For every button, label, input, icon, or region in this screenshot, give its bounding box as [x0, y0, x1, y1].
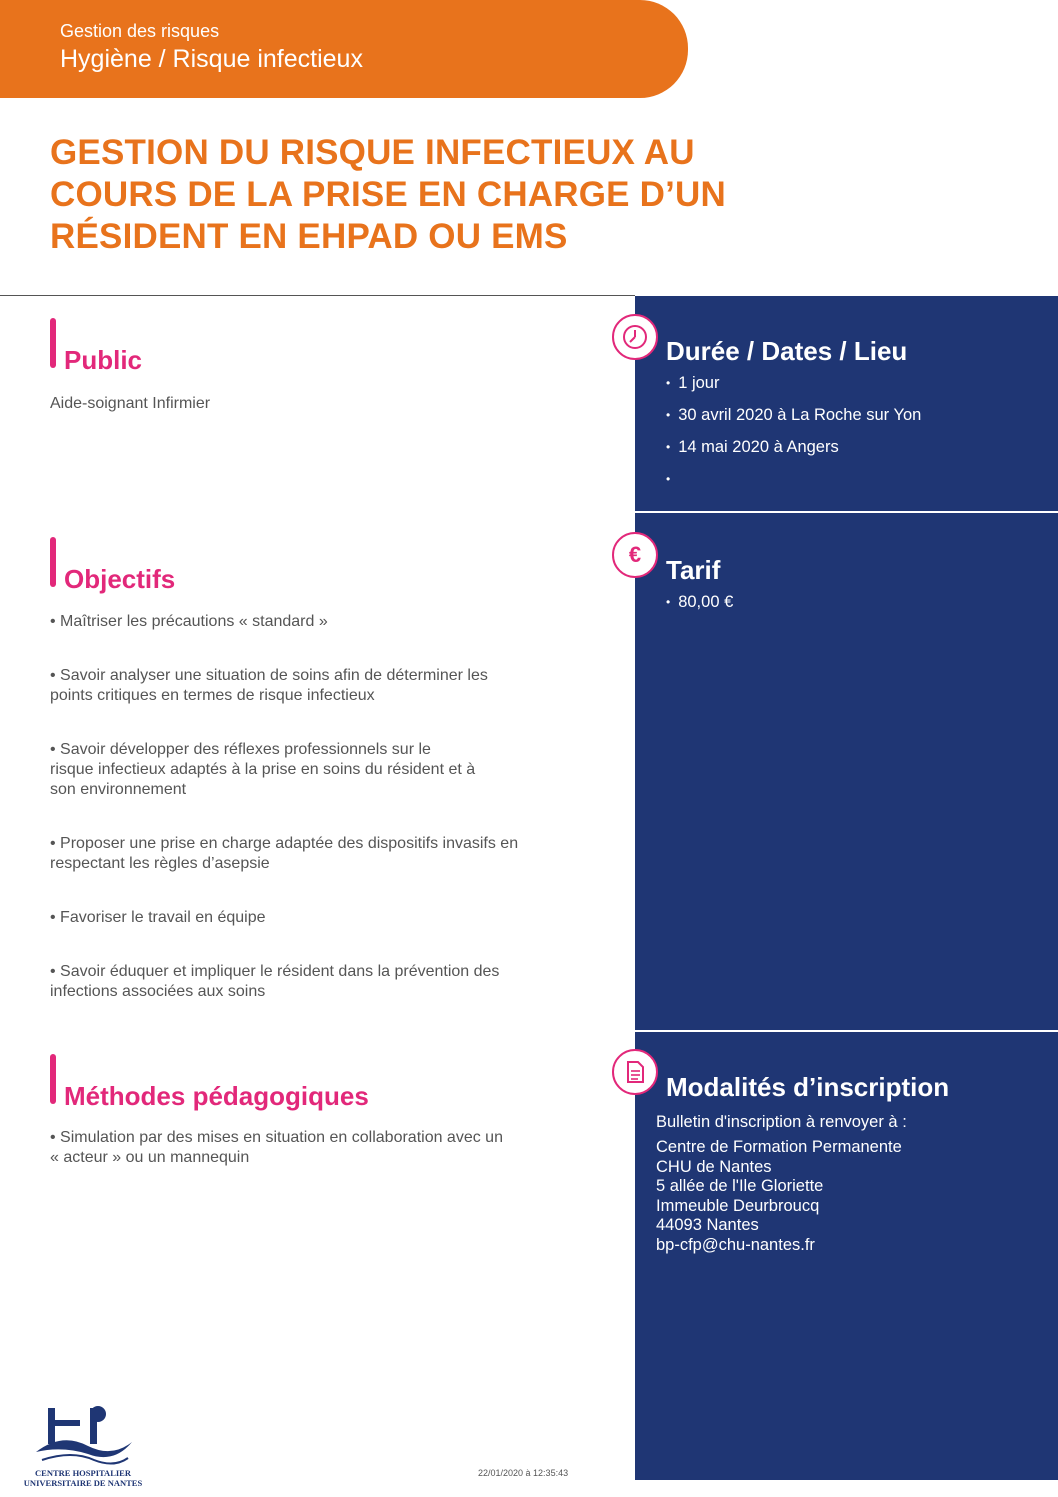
- svg-text:€: €: [628, 542, 642, 567]
- header-category: Gestion des risques: [60, 21, 220, 41]
- methodes-title: Méthodes pédagogiques: [64, 1081, 369, 1111]
- euro-icon: [612, 532, 658, 578]
- logo-text: [18, 1468, 148, 1488]
- modalites-title: Modalités d’inscription: [666, 1072, 950, 1102]
- section-marker: [50, 318, 56, 368]
- duree-list: [666, 373, 921, 501]
- logo-line: CENTRE HOSPITALIER: [35, 1468, 131, 1478]
- address-line: Immeuble Deurbroucq: [656, 1196, 820, 1215]
- clock-icon: [612, 314, 658, 360]
- address-line: 5 allée de l'Ile Gloriette: [656, 1177, 824, 1195]
- list-item: • 1 jour: [666, 373, 921, 405]
- list-item: [666, 469, 921, 501]
- title-line: GESTION DU RISQUE INFECTIEUX AU: [50, 133, 695, 172]
- list-item: • Maîtriser les précautions « standard »: [50, 613, 328, 630]
- objectifs-title: Objectifs: [64, 564, 176, 594]
- tarif-title: Tarif: [666, 555, 721, 585]
- duree-title: Durée / Dates / Lieu: [666, 336, 908, 366]
- list-item: • Favoriser le travail en équipe: [50, 909, 266, 926]
- public-title: Public: [64, 345, 143, 375]
- panel-separator: [635, 1030, 1058, 1032]
- list-item: • 30 avril 2020 à La Roche sur Yon: [666, 405, 921, 437]
- modalites-intro: Bulletin d'inscription à renvoyer à :: [656, 1113, 907, 1131]
- list-item: • Savoir analyser une situation de soins afin de déterminer les points critiques en termes de risque infectieux: [50, 667, 488, 704]
- list-item: • Savoir éduquer et impliquer le résident dans la prévention des infections associées aux soins: [50, 963, 500, 1000]
- email-link[interactable]: bp-cfp@chu-nantes.fr: [656, 1235, 815, 1254]
- address-line: 44093 Nantes: [656, 1216, 759, 1234]
- section-marker: [50, 537, 56, 587]
- tarif-list: [666, 592, 733, 624]
- title-line: COURS DE LA PRISE EN CHARGE D’UN: [50, 175, 726, 214]
- list-item: • Savoir développer des réflexes professionnels sur le risque infectieux adaptés à la prise en soins du résident et à son environnement: [50, 741, 476, 798]
- public-text: Aide-soignant Infirmier: [50, 395, 211, 412]
- header-subcategory: Hygiène / Risque infectieux: [60, 45, 363, 73]
- modalites-address: [656, 1138, 902, 1255]
- list-item: • Proposer une prise en charge adaptée des dispositifs invasifs en respectant les règles d’asepsie: [50, 835, 519, 872]
- page-title: [50, 132, 810, 258]
- section-divider: [0, 295, 635, 296]
- section-marker: [50, 1054, 56, 1104]
- title-line: RÉSIDENT EN EHPAD OU EMS: [50, 217, 568, 256]
- print-timestamp: 22/01/2020 à 12:35:43: [478, 1468, 569, 1478]
- address-line: CHU de Nantes: [656, 1157, 772, 1176]
- list-item: • 80,00 €: [666, 592, 733, 624]
- objectifs-list: [50, 612, 590, 1036]
- document-icon: [612, 1049, 658, 1095]
- panel-separator: [635, 511, 1058, 513]
- list-item: • 14 mai 2020 à Angers: [666, 437, 921, 469]
- address-line: Centre de Formation Permanente: [656, 1138, 902, 1156]
- methodes-text: • Simulation par des mises en situation en collaboration avec un « acteur » ou un mannequin: [50, 1129, 503, 1166]
- logo-line: UNIVERSITAIRE DE NANTES: [23, 1478, 143, 1488]
